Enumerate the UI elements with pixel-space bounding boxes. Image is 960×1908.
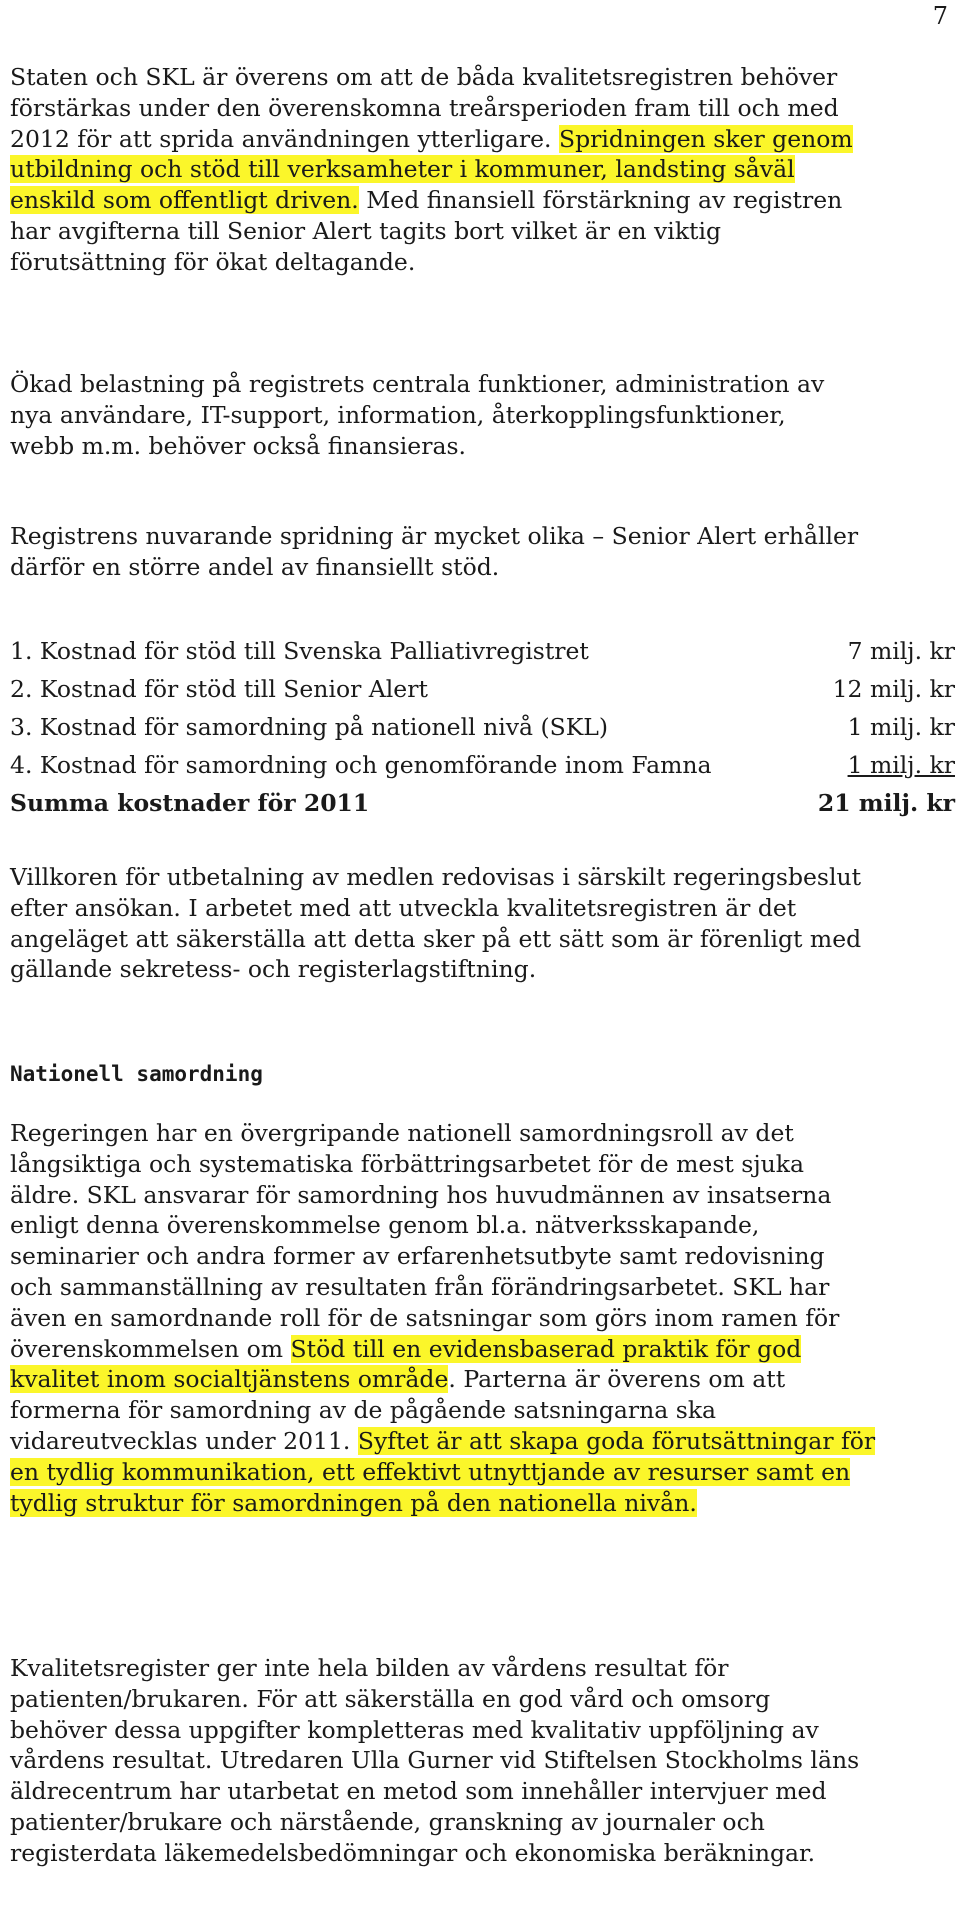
cost-total-row: Summa kostnader för 2011 21 milj. kr [10,789,955,817]
cost-row: 4. Kostnad för samordning och genomförande inom Famna 1 milj. kr [10,751,955,779]
highlighted-text: Spridningen sker genom [559,124,853,153]
highlighted-text: tydlig struktur för samordningen på den nationella nivån. [10,1488,697,1517]
page-number: 7 [932,2,948,30]
highlighted-text: en tydlig kommunikation, ett effektivt utnyttjande av resurser samt en [10,1457,851,1486]
cost-row: 2. Kostnad för stöd till Senior Alert 12 milj. kr [10,675,955,703]
paragraph-registry-spread: Registrens nuvarande spridning är mycket olika – Senior Alert erhåller därför en större andel av finansiellt stöd. [10,522,859,581]
cost-row: 1. Kostnad för stöd till Svenska Palliativregistret 7 milj. kr [10,637,955,665]
highlighted-text: utbildning och stöd till verksamheter i kommuner, landsting såväl [10,155,795,184]
section-heading: Nationell samordning [10,1062,263,1086]
cost-row: 3. Kostnad för samordning på nationell nivå (SKL) 1 milj. kr [10,713,955,741]
paragraph-national-coordination: Regeringen har en övergripande nationell samordningsroll av det långsiktiga och systematiska förbättringsarbetet för de mest sjuka äldre. SKL ansvarar för samordning hos huvudmännen av insatserna enligt denna överenskommelse genom bl.a. nätverksskapande, seminarier och andra former av erfarenhetsutbyte samt redovisning och sammanställning av resultaten från förändringsarbetet. SKL har även en samordnande roll för de satsningar som görs inom ramen för överenskommelsen om Stöd till en evidensbaserad praktik för god kvalitet inom socialtjänstens område. Parterna är överens om att formerna för samordning av de pågående satsningarna ska vidareutvecklas under 2011. Syftet är att skapa goda förutsättningar för en tydlig kommunikation, ett effektivt utnyttjande av resurser samt en tydlig struktur för samordningen på den nationella nivån. [10,1119,876,1517]
paragraph-registry-funding: Staten och SKL är överens om att de båda kvalitetsregistren behöver förstärkas under den överenskomna treårsperioden fram till och med 2012 för att sprida användningen ytterligare. Spridningen sker genom utbildning och stöd till verksamheter i kommuner, landsting såväl enskild som offentligt driven. Med finansiell förstärkning av registren har avgifterna till Senior Alert tagits bort vilket är en viktig förutsättning för ökat deltagande. [10,63,853,276]
highlighted-text: kvalitet inom socialtjänstens område [10,1365,449,1394]
paragraph-payment-terms: Villkoren för utbetalning av medlen redovisas i särskilt regeringsbeslut efter ansökan. I arbetet med att utveckla kvalitetsregistren är det angeläget att säkerställa att detta sker på ett sätt som är förenligt med gällande sekretess- och registerlagstiftning. [10,863,862,984]
highlighted-text: Syftet är att skapa goda förutsättningar för [357,1426,876,1455]
highlighted-text: enskild som offentligt driven. [10,186,359,215]
highlighted-text: Stöd till en evidensbaserad praktik för god [290,1334,802,1363]
paragraph-quality-registers: Kvalitetsregister ger inte hela bilden av vårdens resultat för patienten/brukaren. För att säkerställa en god vård och omsorg behöver dessa uppgifter kompletteras med kvalitativ uppföljning av vårdens resultat. Utredaren Ulla Gurner vid Stiftelsen Stockholms läns äldrecentrum har utarbetat en metod som innehåller intervjuer med patienter/brukare och närstående, granskning av journaler och registerdata läkemedelsbedömningar och ekonomiska beräkningar. [10,1654,860,1867]
paragraph-increased-load: Ökad belastning på registrets centrala funktioner, administration av nya användare, IT-support, information, återkopplingsfunktioner, webb m.m. behöver också finansieras. [10,370,825,460]
